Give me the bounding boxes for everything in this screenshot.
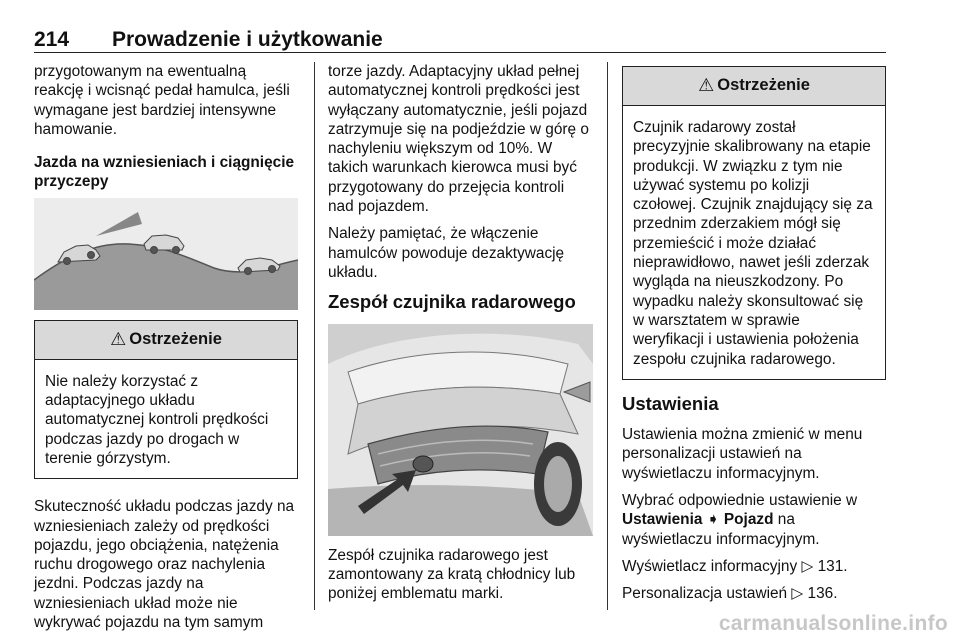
warning-box-hills [34,320,298,479]
page-header [34,28,886,53]
settings-heading: Ustawienia [622,392,719,414]
warning-title: Ostrzeżenie [129,330,222,349]
column-2 [328,62,593,611]
menu-arrow-icon: ➧ [706,511,720,529]
page-ref-icon: ▷ [801,557,814,575]
warning-triangle-icon: ⚠ [110,329,127,350]
warning-title: Ostrzeżenie [717,76,810,95]
menu-vehicle: Pojazd [723,511,774,529]
subheading-hills: Jazda na wzniesieniach i ciągnięcie przyczepy [34,154,295,191]
paragraph-1: torze jazdy. Adaptacyjny układ pełnej automatycznej kontroli prędkości jest wyłączany automatycznie, jeśli pojazd zatrzymuje się na podjeździe w górę o nachyleniu większym od 10%. W takich warunkach kierowca musi być przygotowany do przejęcia kontroli nad pojazdem. [328,63,589,216]
warning-header [35,321,297,360]
radar-heading: Zespół czujnika radarowego [328,291,576,313]
column-divider-1 [314,62,315,610]
radar-caption: Zespół czujnika radarowego jest zamontowany za kratą chłodnicy lub poniżej emblematu marki. [328,546,576,603]
warning-header [623,67,885,106]
column-3 [622,66,886,612]
reference-info-display: Wyświetlacz informacyjny ▷ 131. [622,557,848,575]
warning-text: Nie należy korzystać z adaptacyjnego układu automatycznej kontroli prędkości podczas jazdy po drogach w terenie górzystym. [45,372,269,467]
page-number: 214 [34,28,70,51]
body-paragraph: Skuteczność układu podczas jazdy na wzniesieniach zależy od prędkości pojazdu, jego obciążenia, natężenia ruchu drogowego oraz nachylenia jezdni. Podczas jazdy na wzniesieniach układ może nie wykrywać pojazdu na tym samym [34,498,295,632]
radar-sensor-illustration [328,324,593,536]
column-divider-2 [607,62,608,610]
page-ref-icon: ▷ [791,585,804,603]
warning-text: Czujnik radarowy został precyzyjnie skalibrowany na etapie produkcji. W związku z tym nie używać systemu po kolizji czołowej. Czujnik znajdujący się za przednim zderzakiem mógł się przemieścić i może działać nieprawidłowo, nawet jeśli zderzak wygląda na nieuszkodzony. Po wypadku należy skonsultować się w warsztatem w sprawie weryfikacji i ustawienia położenia zespołu czujnika radarowego. [633,119,873,368]
warning-box-radar [622,66,886,380]
hill-driving-illustration [34,198,298,310]
warning-triangle-icon: ⚠ [698,75,715,96]
paragraph-2: Należy pamiętać, że włączenie hamulców powoduje dezaktywację układu. [328,225,565,281]
column-1 [34,62,298,640]
settings-paragraph-1: Ustawienia można zmienić w menu personalizacji ustawień na wyświetlaczu informacyjnym. [622,426,863,482]
menu-settings: Ustawienia [622,511,703,529]
intro-paragraph: przygotowanym na ewentualną reakcję i wcisnąć pedał hamulca, jeśli wymagane jest bardziej intensywne hamowanie. [34,63,290,138]
chapter-title: Prowadzenie i użytkowanie [112,28,383,51]
settings-paragraph-2: Wybrać odpowiednie ustawienie w Ustawienia ➧ Pojazd na wyświetlaczu informacyjnym. [622,492,858,548]
reference-personalization: Personalizacja ustawień ▷ 136. [622,585,838,603]
watermark: carmanualsonline.info [718,612,948,635]
